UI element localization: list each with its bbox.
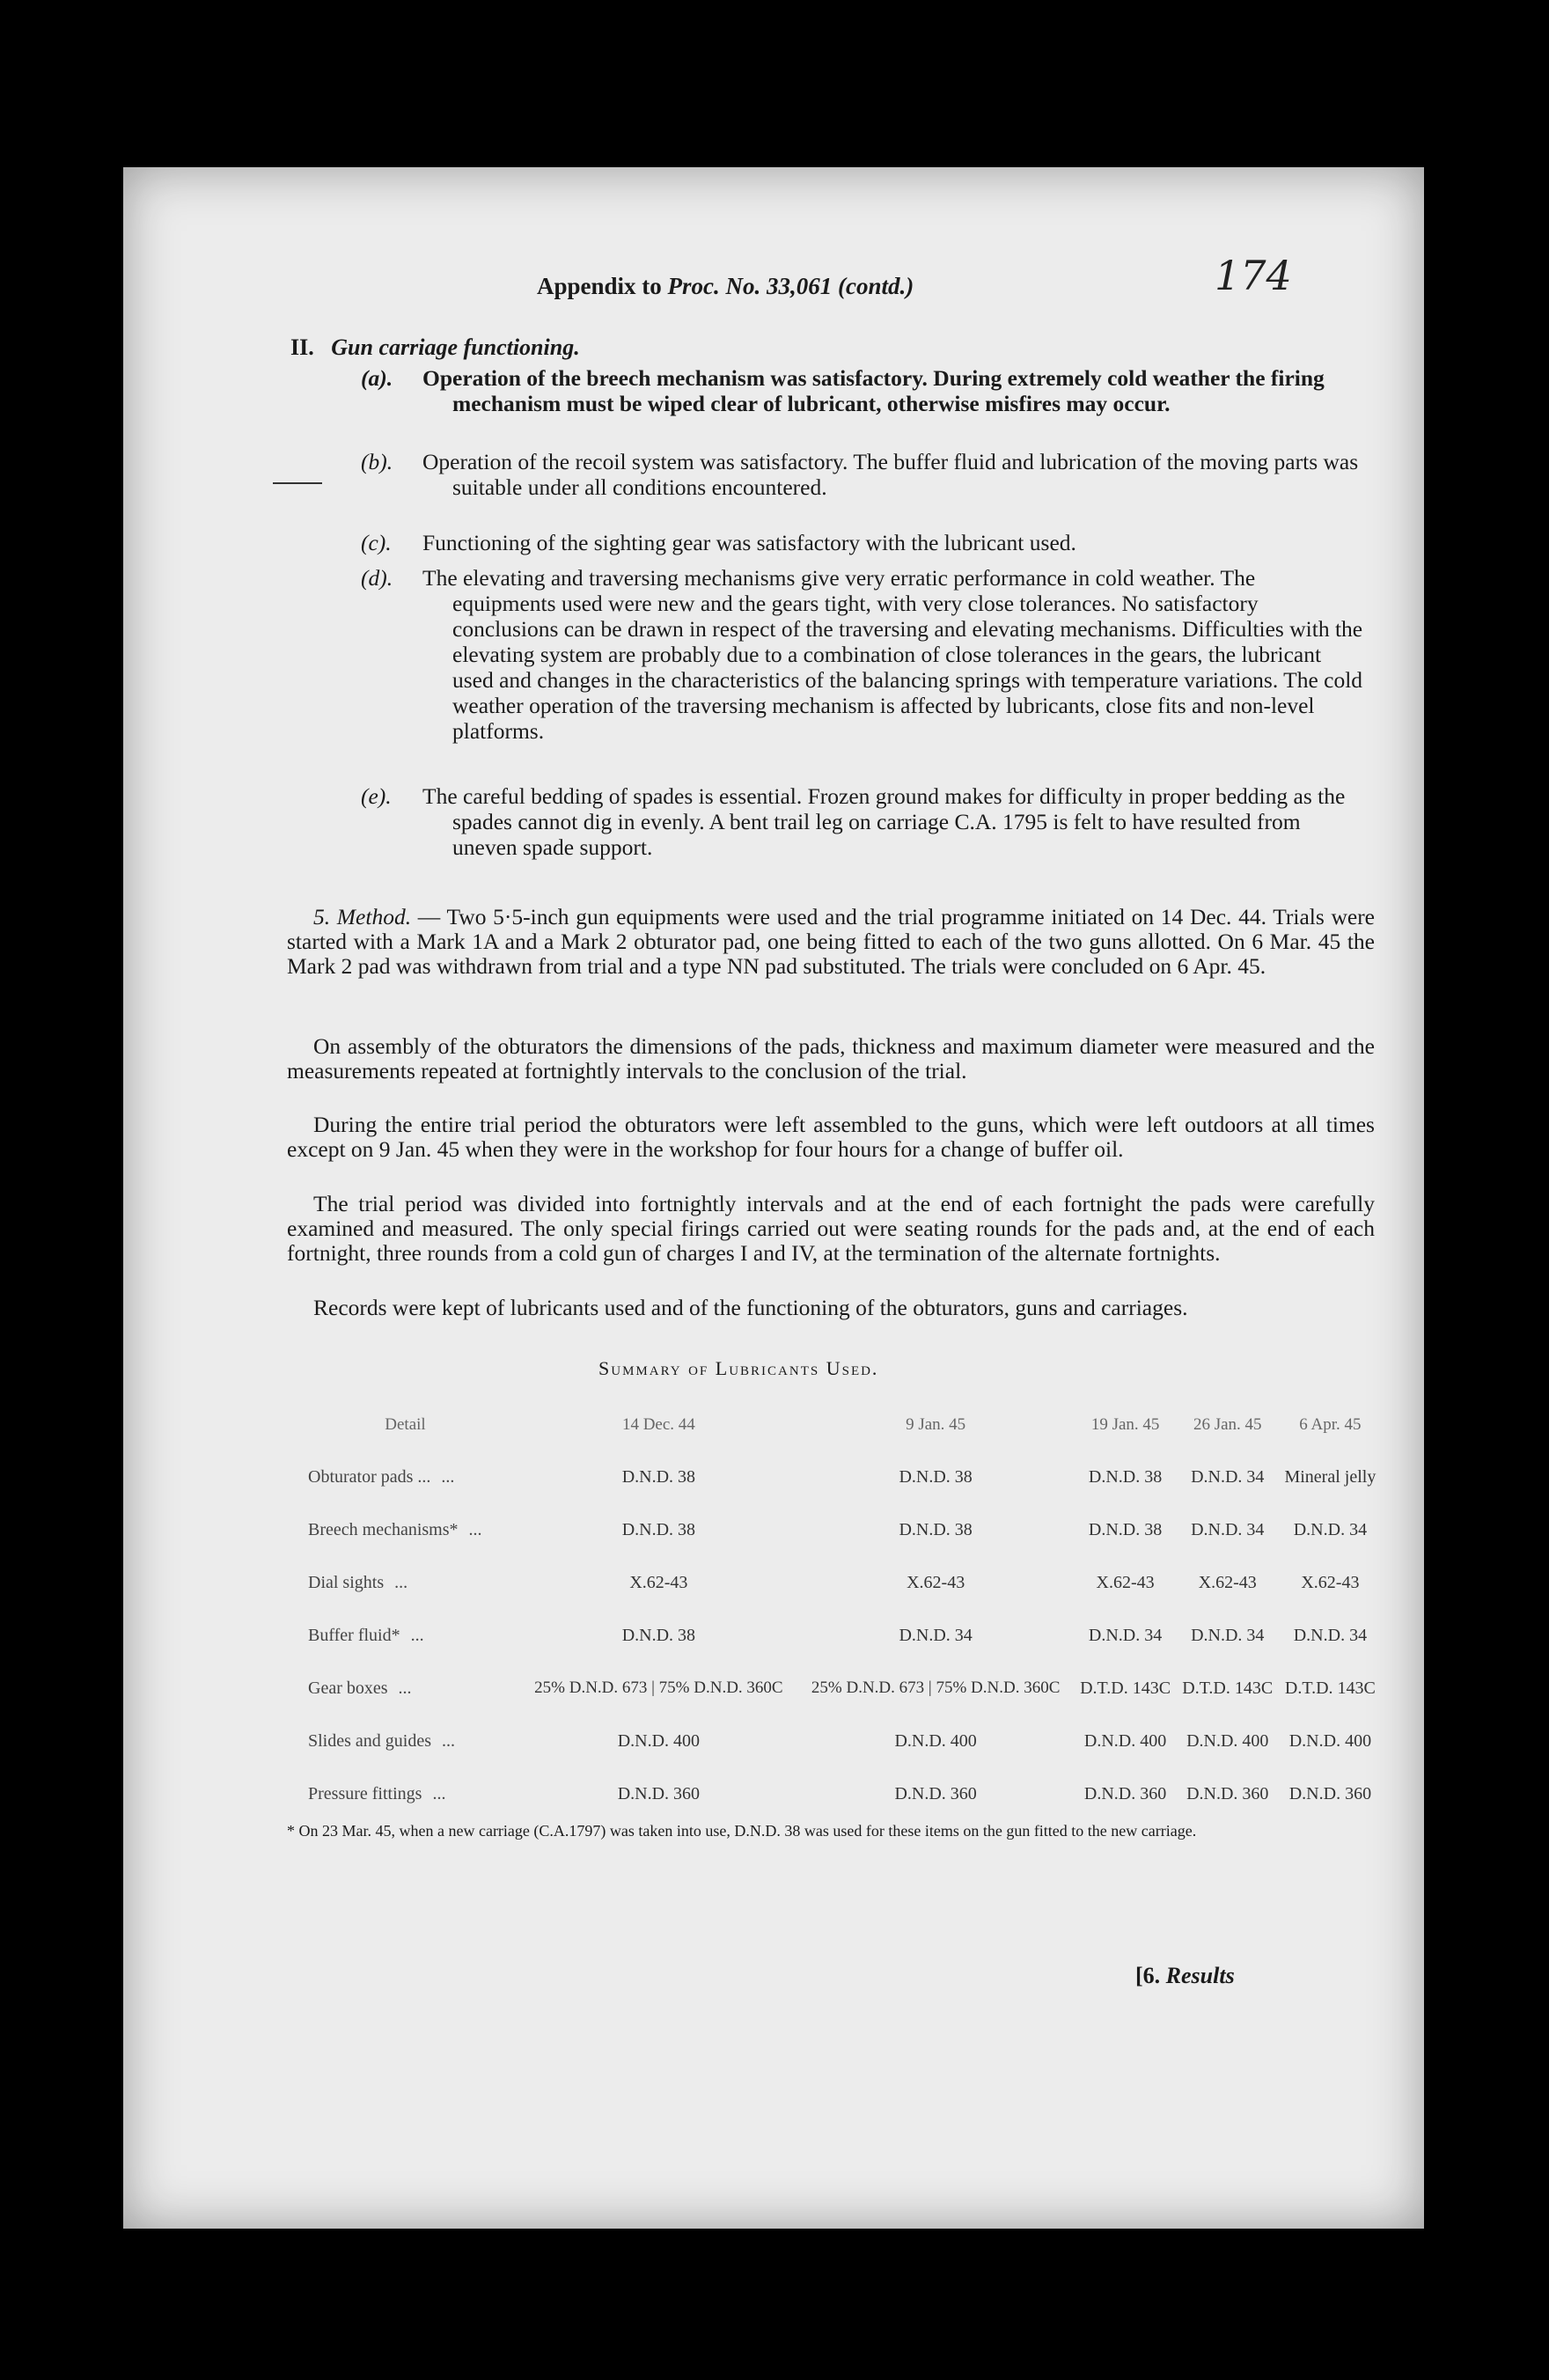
row-detail bbox=[290, 1715, 520, 1767]
paragraph-assembly: On assembly of the obturators the dimensions of the pads, thickness and maximum diameter were measured and the measurements repeated at fortnightly intervals to the conclusion of the trial. bbox=[287, 1033, 1375, 1083]
table-cell: D.N.D. 400 bbox=[1288, 1730, 1372, 1751]
detail-leader: ... bbox=[394, 1572, 408, 1592]
item-text: Operation of the breech mechanism was satisfactory. During extremely cold weather the firing mechanism must be wiped clear of lubricant, otherwise misfires may occur. bbox=[422, 365, 1325, 416]
table-cell: D.N.D. 34 bbox=[899, 1625, 973, 1645]
paragraph-fortnights: The trial period was divided into fortnightly intervals and at the end of each fortnight the pads were carefully examined and measured. The only special firings carried out were seating rounds for the pads and, at the end of each fortnight, three rounds from a cold gun of charges I and IV, at the termination of the alternate fortnights. bbox=[287, 1191, 1375, 1266]
table-cell: D.N.D. 34 bbox=[1191, 1519, 1265, 1539]
row-detail bbox=[290, 1556, 520, 1609]
item-label: (c). bbox=[361, 530, 392, 555]
table-cell: D.N.D. 360 bbox=[617, 1783, 701, 1803]
detail-leader: ... bbox=[441, 1466, 455, 1487]
table-footnote: * On 23 Mar. 45, when a new carriage (C.A.1797) was taken into use, D.N.D. 38 was used for these items on the gun fitted to the new carriage. bbox=[287, 1822, 1197, 1840]
table-cell: D.N.D. 360 bbox=[894, 1783, 977, 1803]
table-cell: D.N.D. 38 bbox=[899, 1519, 973, 1539]
table-cell: D.N.D. 400 bbox=[1186, 1730, 1269, 1751]
table-cell: D.N.D. 38 bbox=[621, 1466, 696, 1487]
table-row bbox=[290, 1767, 1382, 1820]
column-header: 9 Jan. 45 bbox=[906, 1415, 966, 1434]
margin-mark bbox=[273, 482, 322, 484]
detail-leader: ... bbox=[398, 1678, 412, 1698]
table-cell: D.N.D. 38 bbox=[1088, 1519, 1163, 1539]
item-text: The elevating and traversing mechanisms give very erratic performance in cold weather. The equipments used were new and the gears tight, with very close tolerances. No satisfactory conclusions can be drawn in respect of the traversing and elevating mechanisms. Difficulties with the elevating system are probably due to a combination of close tolerances in the gears, the lubricant used and changes in the characteristics of the balancing springs with temperature variations. The cold weather operation of the traversing mechanism is affected by lubricants, close fits and non-level platforms. bbox=[422, 565, 1363, 744]
catchword bbox=[1135, 1963, 1235, 1989]
table-row bbox=[290, 1451, 1382, 1503]
table-cell: D.N.D. 400 bbox=[1083, 1730, 1167, 1751]
item-c bbox=[361, 530, 1364, 555]
detail-label: Slides and guides bbox=[308, 1730, 431, 1751]
detail-leader: ... bbox=[442, 1730, 455, 1751]
table-row bbox=[290, 1503, 1382, 1556]
lubricants-table bbox=[290, 1399, 1382, 1820]
detail-leader: ... bbox=[468, 1519, 482, 1539]
document-page bbox=[123, 167, 1424, 2229]
table-cell: 25% D.N.D. 673 | 75% D.N.D. 360C bbox=[811, 1678, 1061, 1697]
table-cell: D.N.D. 38 bbox=[1088, 1466, 1163, 1487]
section-heading bbox=[290, 334, 580, 361]
item-label: (e). bbox=[361, 783, 392, 809]
row-detail bbox=[290, 1451, 520, 1503]
table-cell: D.N.D. 34 bbox=[1293, 1625, 1368, 1645]
detail-leader: ... bbox=[410, 1625, 424, 1645]
table-cell: D.N.D. 360 bbox=[1186, 1783, 1269, 1803]
method-text: — Two 5·5-inch gun equipments were used and the trial programme initiated on 14 Dec. 44. Trials were started with a Mark 1A and a Mark 2 obturator pad, one being fitted to each of the two guns allotted. On 6 Mar. 45 the Mark 2 pad was withdrawn from trial and a type NN pad substituted. The trials were concluded on 6 Apr. 45. bbox=[287, 904, 1375, 979]
column-header: 14 Dec. 44 bbox=[621, 1415, 695, 1434]
table-cell: X.62-43 bbox=[907, 1572, 965, 1592]
method-heading: 5. Method. bbox=[313, 904, 412, 929]
row-detail bbox=[290, 1767, 520, 1820]
section-title: Gun carriage functioning. bbox=[331, 334, 580, 360]
row-detail bbox=[290, 1662, 520, 1715]
method-paragraph bbox=[287, 905, 1375, 979]
item-label: (a). bbox=[361, 365, 393, 391]
table-row bbox=[290, 1715, 1382, 1767]
table-cell: Mineral jelly bbox=[1284, 1466, 1376, 1487]
detail-label: Dial sights bbox=[308, 1572, 385, 1592]
detail-label: Breech mechanisms* bbox=[308, 1519, 459, 1539]
column-header: 26 Jan. 45 bbox=[1193, 1415, 1262, 1434]
table-cell: D.T.D. 143C bbox=[1182, 1678, 1274, 1698]
table-cell: D.N.D. 34 bbox=[1191, 1466, 1265, 1487]
table-cell: D.N.D. 360 bbox=[1288, 1783, 1372, 1803]
detail-leader: ... bbox=[432, 1783, 446, 1803]
detail-label: Obturator pads ... bbox=[308, 1466, 431, 1487]
table-cell: D.N.D. 360 bbox=[1083, 1783, 1167, 1803]
item-d bbox=[361, 565, 1364, 744]
header-contd: (contd.) bbox=[838, 273, 914, 299]
folio-number: 174 bbox=[1215, 252, 1292, 299]
table-cell: D.N.D. 38 bbox=[621, 1625, 696, 1645]
table-body bbox=[290, 1451, 1382, 1820]
table-header-row bbox=[290, 1399, 1382, 1451]
paragraph-trial-period: During the entire trial period the obturators were left assembled to the guns, which were left outdoors at all times except on 9 Jan. 45 when they were in the workshop for four hours for a change of buffer oil. bbox=[287, 1112, 1375, 1162]
table-title: Summary of Lubricants Used. bbox=[598, 1357, 879, 1379]
section-numeral: II. bbox=[290, 334, 314, 360]
catchword-text: Results bbox=[1165, 1963, 1235, 1988]
header-prefix: Appendix to bbox=[537, 273, 662, 299]
item-text: Functioning of the sighting gear was satisfactory with the lubricant used. bbox=[422, 530, 1076, 555]
row-detail bbox=[290, 1609, 520, 1662]
item-text: Operation of the recoil system was satisfactory. The buffer fluid and lubrication of the moving parts was suitable under all conditions encountered. bbox=[422, 449, 1359, 500]
table-cell: X.62-43 bbox=[629, 1572, 688, 1592]
item-a bbox=[361, 365, 1364, 416]
table-cell: D.N.D. 34 bbox=[1088, 1625, 1163, 1645]
detail-label: Buffer fluid* bbox=[308, 1625, 400, 1645]
paragraph-records: Records were kept of lubricants used and of the functioning of the obturators, guns and carriages. bbox=[313, 1295, 1188, 1320]
table-cell: X.62-43 bbox=[1096, 1572, 1155, 1592]
table-row bbox=[290, 1556, 1382, 1609]
detail-label: Gear boxes bbox=[308, 1678, 388, 1698]
row-detail bbox=[290, 1503, 520, 1556]
table-row bbox=[290, 1662, 1382, 1715]
column-header: 19 Jan. 45 bbox=[1090, 1415, 1160, 1434]
item-text: The careful bedding of spades is essential. Frozen ground makes for difficulty in proper bedding as the spades cannot dig in evenly. A bent trail leg on carriage C.A. 1795 is felt to have resulted from uneven spade support. bbox=[422, 783, 1346, 860]
table-cell: D.N.D. 400 bbox=[617, 1730, 701, 1751]
table-cell: D.N.D. 38 bbox=[621, 1519, 696, 1539]
header-proc: Proc. No. 33,061 bbox=[667, 273, 833, 299]
item-b bbox=[361, 449, 1364, 500]
item-label: (d). bbox=[361, 565, 393, 591]
catchword-number: [6. bbox=[1135, 1963, 1161, 1988]
table-cell: D.N.D. 38 bbox=[899, 1466, 973, 1487]
table-row bbox=[290, 1609, 1382, 1662]
column-header: Detail bbox=[385, 1415, 426, 1434]
column-header: 6 Apr. 45 bbox=[1299, 1415, 1362, 1434]
detail-label: Pressure fittings bbox=[308, 1783, 422, 1803]
table-cell: D.T.D. 143C bbox=[1080, 1678, 1171, 1698]
table-cell: D.N.D. 34 bbox=[1293, 1519, 1368, 1539]
item-label: (b). bbox=[361, 449, 393, 474]
item-e bbox=[361, 783, 1364, 860]
table-cell: X.62-43 bbox=[1301, 1572, 1360, 1592]
table-cell: 25% D.N.D. 673 | 75% D.N.D. 360C bbox=[534, 1678, 783, 1697]
table-cell: D.T.D. 143C bbox=[1284, 1678, 1376, 1698]
table-cell: X.62-43 bbox=[1198, 1572, 1257, 1592]
table-cell: D.N.D. 400 bbox=[894, 1730, 977, 1751]
table-cell: D.N.D. 34 bbox=[1191, 1625, 1265, 1645]
page-header bbox=[537, 273, 914, 300]
